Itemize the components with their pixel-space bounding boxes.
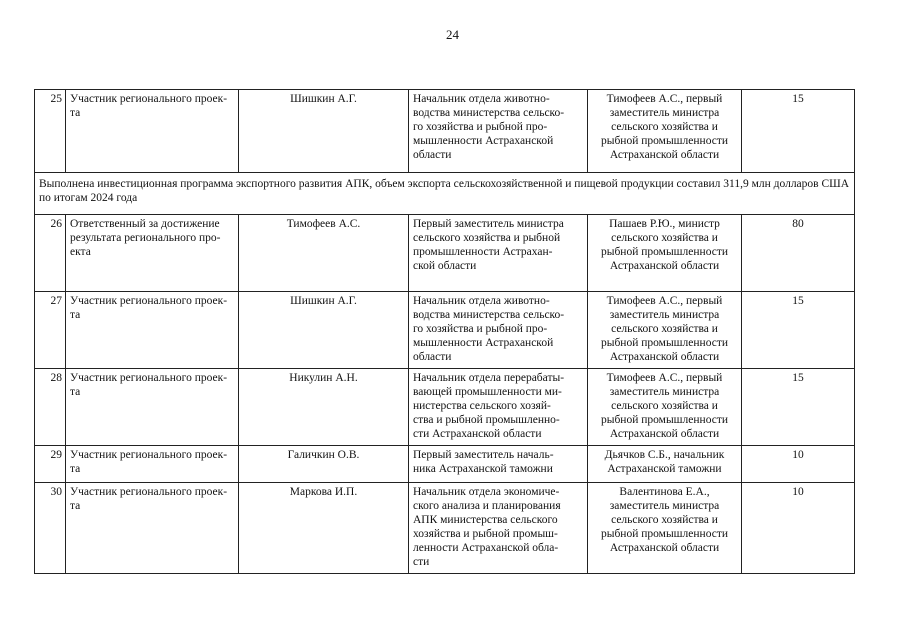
load-cell: 15 xyxy=(742,369,855,446)
name-cell: Маркова И.П. xyxy=(239,483,409,574)
table-row xyxy=(35,90,855,173)
role-cell: Участник регионального проек- та xyxy=(66,369,239,446)
role-cell: Участник регионального проек- та xyxy=(66,90,239,173)
load-cell: 10 xyxy=(742,446,855,483)
name-cell: Никулин А.Н. xyxy=(239,369,409,446)
section-row xyxy=(35,173,855,215)
position-cell: Первый заместитель министра сельского хозяйства и рыбной промышленности Астрахан- ской области xyxy=(409,215,588,292)
row-number: 29 xyxy=(35,446,66,483)
row-number: 26 xyxy=(35,215,66,292)
load-cell: 80 xyxy=(742,215,855,292)
table-row xyxy=(35,215,855,292)
role-cell: Участник регионального проек- та xyxy=(66,446,239,483)
position-cell: Начальник отдела животно- водства министерства сельско- го хозяйства и рыбной про- мышленности Астраханской области xyxy=(409,292,588,369)
position-cell: Начальник отдела животно- водства министерства сельско- го хозяйства и рыбной про- мышленности Астраханской области xyxy=(409,90,588,173)
name-cell: Шишкин А.Г. xyxy=(239,90,409,173)
row-number: 28 xyxy=(35,369,66,446)
position-cell: Начальник отдела экономиче- ского анализа и планирования АПК министерства сельского хозяйства и рыбной промыш- ленности Астраханской обла- сти xyxy=(409,483,588,574)
load-cell: 10 xyxy=(742,483,855,574)
table-row xyxy=(35,292,855,369)
name-cell: Галичкин О.В. xyxy=(239,446,409,483)
project-participants-table xyxy=(34,89,855,574)
role-cell: Участник регионального проек- та xyxy=(66,292,239,369)
name-cell: Тимофеев А.С. xyxy=(239,215,409,292)
table-row xyxy=(35,369,855,446)
load-cell: 15 xyxy=(742,292,855,369)
page-number: 24 xyxy=(446,27,459,42)
table-row xyxy=(35,446,855,483)
name-cell: Шишкин А.Г. xyxy=(239,292,409,369)
position-cell: Первый заместитель началь- ника Астраханской таможни xyxy=(409,446,588,483)
load-cell: 15 xyxy=(742,90,855,173)
position-cell: Начальник отдела перерабаты- вающей промышленности ми- нистерства сельского хозяй- ства и рыбной промышленно- сти Астраханской области xyxy=(409,369,588,446)
supervisor-cell: Дьячков С.Б., начальник Астраханской таможни xyxy=(588,446,742,483)
supervisor-cell: Тимофеев А.С., первый заместитель министра сельского хозяйства и рыбной промышленности Астраханской области xyxy=(588,90,742,173)
section-text: Выполнена инвестиционная программа экспортного развития АПК, объем экспорта сельскохозяйственной и пищевой продукции составил 311,9 млн долларов США по итогам 2024 года xyxy=(35,173,855,215)
row-number: 25 xyxy=(35,90,66,173)
row-number: 27 xyxy=(35,292,66,369)
supervisor-cell: Пашаев Р.Ю., министр сельского хозяйства и рыбной промышленности Астраханской области xyxy=(588,215,742,292)
role-cell: Ответственный за достижение результата регионального про- екта xyxy=(66,215,239,292)
table-row xyxy=(35,483,855,574)
supervisor-cell: Валентинова Е.А., заместитель министра сельского хозяйства и рыбной промышленности Астраханской области xyxy=(588,483,742,574)
supervisor-cell: Тимофеев А.С., первый заместитель министра сельского хозяйства и рыбной промышленности Астраханской области xyxy=(588,292,742,369)
supervisor-cell: Тимофеев А.С., первый заместитель министра сельского хозяйства и рыбной промышленности Астраханской области xyxy=(588,369,742,446)
row-number: 30 xyxy=(35,483,66,574)
role-cell: Участник регионального проек- та xyxy=(66,483,239,574)
